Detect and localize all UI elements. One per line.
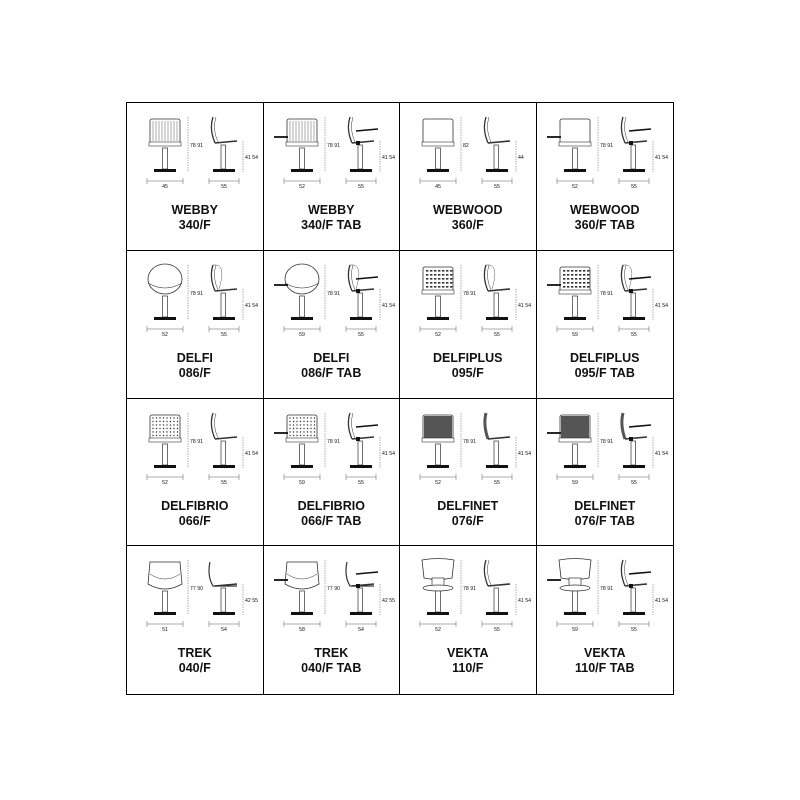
chair-side-view bbox=[346, 117, 395, 190]
chair-side-view bbox=[482, 265, 531, 338]
front-width-label: 52 bbox=[435, 627, 441, 634]
side-depth-label: 55 bbox=[630, 627, 637, 634]
chair-front-view bbox=[274, 117, 340, 190]
front-height-label: 78 91 bbox=[326, 143, 340, 149]
side-height-label: 41 54 bbox=[245, 450, 258, 457]
product-code: 360/F TAB bbox=[574, 218, 635, 232]
chair-front-view bbox=[147, 413, 203, 486]
side-height-label: 41 54 bbox=[654, 302, 668, 309]
product-caption bbox=[400, 499, 536, 529]
product-code: 086/F bbox=[178, 365, 211, 380]
chair-drawing bbox=[408, 111, 529, 197]
side-depth-label: 55 bbox=[357, 184, 364, 190]
chair-drawing bbox=[135, 407, 256, 493]
front-height-label: 77 90 bbox=[326, 586, 340, 593]
front-height-label: 78 91 bbox=[190, 143, 203, 149]
product-code: 040/F TAB bbox=[301, 661, 362, 676]
product-caption bbox=[400, 203, 536, 233]
product-caption bbox=[127, 646, 263, 676]
chair-side-view bbox=[619, 560, 668, 633]
front-height-label: 78 91 bbox=[190, 290, 203, 297]
product-cell bbox=[127, 546, 264, 694]
product-cell bbox=[537, 399, 674, 547]
side-depth-label: 54 bbox=[357, 627, 364, 634]
side-height-label: 42 55 bbox=[245, 598, 258, 605]
side-depth-label: 55 bbox=[221, 331, 227, 338]
chair-front-view bbox=[274, 264, 340, 338]
front-height-label: 78 91 bbox=[599, 586, 613, 593]
chair-drawing bbox=[272, 259, 393, 345]
product-cell bbox=[264, 399, 401, 547]
side-depth-label: 55 bbox=[494, 331, 500, 338]
product-caption bbox=[537, 351, 674, 381]
chair-drawing bbox=[135, 259, 256, 345]
chair-front-view bbox=[420, 559, 476, 634]
front-width-label: 52 bbox=[162, 331, 168, 338]
product-name: WEBBY bbox=[171, 203, 219, 217]
chair-side-view bbox=[209, 562, 258, 633]
product-name: TREK bbox=[177, 646, 212, 661]
chair-front-view bbox=[420, 413, 476, 486]
product-name: WEBWOOD bbox=[570, 203, 640, 217]
side-depth-label: 55 bbox=[494, 479, 500, 486]
product-cell bbox=[537, 251, 674, 399]
front-height-label: 78 91 bbox=[599, 438, 613, 445]
chair-drawing bbox=[545, 407, 666, 493]
product-code: 095/F bbox=[451, 365, 484, 380]
product-code: 066/F bbox=[178, 513, 211, 528]
chair-drawing bbox=[545, 554, 666, 640]
chair-front-view bbox=[274, 560, 340, 633]
product-code: 066/F TAB bbox=[301, 513, 362, 528]
front-height-label: 78 91 bbox=[326, 438, 340, 445]
product-code: 086/F TAB bbox=[301, 365, 362, 380]
chair-front-view bbox=[147, 264, 203, 338]
side-depth-label: 55 bbox=[357, 331, 364, 338]
side-height-label: 41 54 bbox=[654, 450, 668, 457]
side-height-label: 41 54 bbox=[654, 155, 668, 161]
chair-side-view bbox=[209, 413, 258, 486]
front-width-label: 51 bbox=[162, 627, 168, 634]
side-depth-label: 55 bbox=[630, 184, 637, 190]
product-name: DELFI bbox=[176, 350, 213, 365]
product-grid bbox=[126, 102, 674, 695]
front-width-label: 52 bbox=[571, 184, 578, 190]
product-code: 095/F TAB bbox=[574, 365, 635, 380]
front-width-label: 45 bbox=[162, 184, 168, 190]
chair-front-view bbox=[547, 413, 613, 486]
side-height-label: 41 54 bbox=[518, 450, 531, 457]
front-width-label: 59 bbox=[571, 627, 578, 634]
side-depth-label: 55 bbox=[221, 479, 227, 486]
side-depth-label: 55 bbox=[494, 184, 500, 190]
side-height-label: 41 54 bbox=[381, 302, 395, 309]
product-caption bbox=[127, 351, 263, 381]
chair-front-view bbox=[547, 117, 613, 190]
product-caption bbox=[264, 499, 400, 529]
front-height-label: 82 bbox=[463, 143, 469, 149]
chair-side-view bbox=[346, 265, 395, 338]
product-name: DELFIPLUS bbox=[570, 350, 640, 365]
side-height-label: 44 bbox=[518, 155, 524, 161]
product-caption bbox=[537, 499, 674, 529]
chair-drawing bbox=[135, 111, 256, 197]
chair-side-view bbox=[619, 117, 668, 190]
front-width-label: 59 bbox=[571, 331, 578, 338]
product-cell bbox=[537, 103, 674, 251]
product-name: DELFIPLUS bbox=[433, 350, 503, 365]
chair-side-view bbox=[209, 117, 258, 190]
chair-front-view bbox=[274, 413, 340, 486]
product-cell bbox=[264, 546, 401, 694]
chair-side-view bbox=[619, 265, 668, 338]
product-name: VEKTA bbox=[447, 646, 489, 661]
side-height-label: 41 54 bbox=[245, 302, 258, 309]
side-height-label: 41 54 bbox=[654, 598, 668, 605]
front-width-label: 59 bbox=[298, 331, 305, 338]
product-name: WEBWOOD bbox=[433, 203, 503, 217]
front-width-label: 59 bbox=[571, 479, 578, 486]
chair-side-view bbox=[482, 413, 531, 486]
chair-front-view bbox=[420, 265, 476, 338]
product-caption bbox=[537, 203, 674, 233]
side-height-label: 41 54 bbox=[381, 450, 395, 457]
side-height-label: 42 55 bbox=[381, 598, 395, 605]
side-depth-label: 55 bbox=[630, 479, 637, 486]
product-cell bbox=[400, 103, 537, 251]
chair-drawing bbox=[272, 407, 393, 493]
side-height-label: 41 54 bbox=[245, 155, 258, 161]
product-code: 360/F bbox=[451, 218, 484, 232]
product-caption bbox=[537, 646, 674, 676]
product-name: DELFIBRIO bbox=[161, 498, 229, 513]
chair-side-view bbox=[482, 117, 524, 190]
chair-side-view bbox=[619, 413, 668, 486]
product-name: DELFINET bbox=[437, 498, 499, 513]
product-cell bbox=[400, 546, 537, 694]
chair-side-view bbox=[209, 265, 258, 338]
chair-drawing bbox=[135, 554, 256, 640]
front-height-label: 78 91 bbox=[599, 290, 613, 297]
side-depth-label: 55 bbox=[357, 479, 364, 486]
product-name: DELFIBRIO bbox=[297, 498, 365, 513]
chair-front-view bbox=[547, 265, 613, 338]
product-caption bbox=[127, 499, 263, 529]
product-cell bbox=[127, 103, 264, 251]
chair-side-view bbox=[346, 562, 395, 633]
chair-side-view bbox=[346, 413, 395, 486]
front-height-label: 78 91 bbox=[463, 438, 476, 445]
front-width-label: 52 bbox=[162, 479, 168, 486]
side-height-label: 41 54 bbox=[518, 302, 531, 309]
front-width-label: 52 bbox=[298, 184, 305, 190]
product-cell bbox=[127, 399, 264, 547]
product-code: 110/F TAB bbox=[574, 661, 635, 676]
product-code: 076/F bbox=[451, 513, 484, 528]
product-cell bbox=[400, 399, 537, 547]
product-cell bbox=[264, 251, 401, 399]
front-height-label: 78 91 bbox=[190, 438, 203, 445]
chair-side-view bbox=[482, 560, 531, 633]
front-width-label: 45 bbox=[435, 184, 441, 190]
product-name: VEKTA bbox=[584, 646, 626, 661]
side-depth-label: 55 bbox=[630, 331, 637, 338]
product-name: WEBBY bbox=[307, 203, 355, 217]
chair-front-view bbox=[547, 559, 613, 634]
front-width-label: 59 bbox=[298, 479, 305, 486]
chair-drawing bbox=[408, 259, 529, 345]
front-width-label: 58 bbox=[298, 627, 305, 634]
product-name: DELFINET bbox=[574, 498, 636, 513]
chair-drawing bbox=[272, 554, 393, 640]
product-caption bbox=[400, 351, 536, 381]
front-height-label: 78 91 bbox=[599, 143, 613, 149]
side-depth-label: 55 bbox=[494, 627, 500, 634]
product-cell bbox=[537, 546, 674, 694]
chair-drawing bbox=[408, 554, 529, 640]
front-width-label: 52 bbox=[435, 479, 441, 486]
chair-drawing bbox=[545, 111, 666, 197]
product-cell bbox=[264, 103, 401, 251]
chair-drawing bbox=[408, 407, 529, 493]
product-name: DELFI bbox=[313, 350, 350, 365]
product-name: TREK bbox=[314, 646, 349, 661]
chair-drawing bbox=[272, 111, 393, 197]
product-code: 076/F TAB bbox=[574, 513, 635, 528]
product-cell bbox=[400, 251, 537, 399]
front-height-label: 78 91 bbox=[463, 290, 476, 297]
front-height-label: 77 90 bbox=[190, 586, 203, 593]
front-height-label: 78 91 bbox=[326, 290, 340, 297]
product-caption bbox=[400, 646, 536, 676]
chair-front-view bbox=[147, 117, 203, 190]
product-code: 110/F bbox=[452, 661, 484, 676]
side-height-label: 41 54 bbox=[518, 598, 531, 605]
chair-drawing bbox=[545, 259, 666, 345]
front-width-label: 52 bbox=[435, 331, 441, 338]
side-depth-label: 54 bbox=[221, 627, 227, 634]
product-caption bbox=[264, 203, 400, 233]
product-code: 040/F bbox=[178, 661, 211, 676]
chair-front-view bbox=[147, 560, 203, 633]
product-caption bbox=[264, 351, 400, 381]
product-code: 340/F TAB bbox=[301, 218, 362, 232]
product-cell bbox=[127, 251, 264, 399]
product-caption bbox=[264, 646, 400, 676]
product-caption bbox=[127, 203, 263, 233]
side-depth-label: 55 bbox=[221, 184, 227, 190]
front-height-label: 78 91 bbox=[463, 586, 476, 593]
side-height-label: 41 54 bbox=[381, 155, 395, 161]
product-code: 340/F bbox=[178, 218, 211, 232]
chair-front-view bbox=[420, 117, 469, 190]
